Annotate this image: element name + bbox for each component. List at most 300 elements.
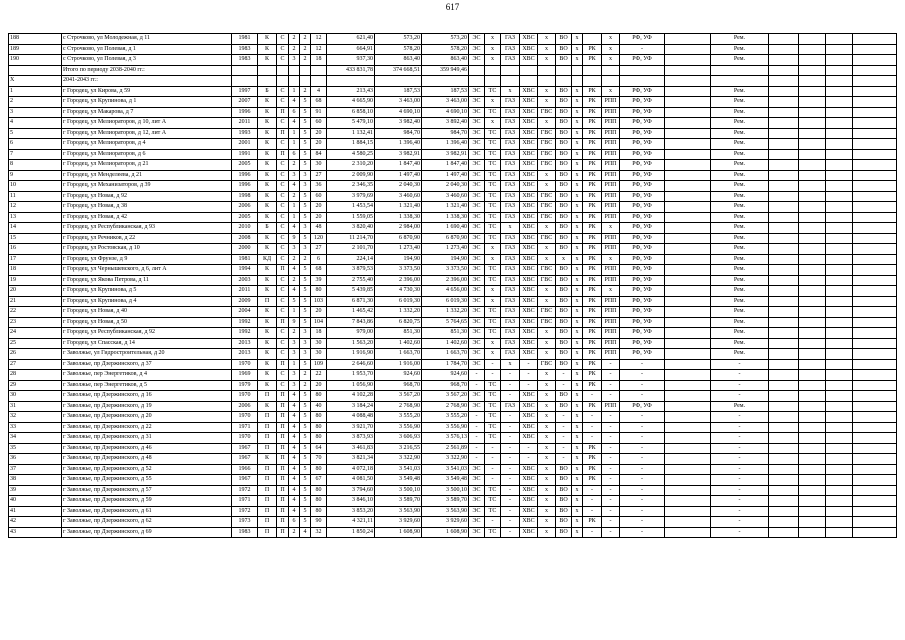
- table-cell: [769, 118, 799, 129]
- table-cell: [769, 359, 799, 370]
- table-cell: 863,40: [422, 55, 469, 66]
- table-cell: [602, 65, 620, 76]
- table-cell: 1967: [232, 443, 258, 454]
- table-cell: [826, 212, 853, 223]
- table-cell: П: [258, 464, 277, 475]
- table-cell: 3 541,03: [375, 464, 422, 475]
- table-cell: 27: [311, 244, 327, 255]
- table-cell: РК: [583, 223, 602, 234]
- table-cell: [799, 128, 826, 139]
- table-cell: 6 820,75: [375, 317, 422, 328]
- table-cell: х: [572, 485, 583, 496]
- table-cell: 4 730,30: [375, 286, 422, 297]
- table-cell: С: [277, 97, 289, 108]
- table-cell: 1 559,05: [327, 212, 375, 223]
- table-cell: [769, 433, 799, 444]
- table-cell: -: [556, 412, 572, 423]
- table-cell: ВО: [556, 391, 572, 402]
- table-cell: С: [277, 233, 289, 244]
- table-cell: К: [258, 380, 277, 391]
- table-cell: 33: [9, 422, 62, 433]
- table-cell: РФ, УФ: [620, 401, 665, 412]
- table-cell: 4 690,10: [375, 107, 422, 118]
- table-cell: [769, 422, 799, 433]
- table-cell: ЭС: [469, 86, 485, 97]
- table-cell: 2006: [232, 202, 258, 213]
- table-cell: 9: [289, 317, 300, 328]
- table-cell: РК: [583, 517, 602, 528]
- table-cell: -: [711, 391, 769, 402]
- table-cell: -: [711, 422, 769, 433]
- table-cell: РК: [583, 464, 602, 475]
- table-cell: с Строчково, ул Полевая, д 1: [62, 44, 232, 55]
- table-cell: [853, 97, 897, 108]
- table-cell: С: [277, 254, 289, 265]
- table-cell: ЭС: [469, 391, 485, 402]
- table-cell: ГВС: [538, 212, 556, 223]
- table-cell: 5: [300, 517, 311, 528]
- table-cell: ВО: [556, 328, 572, 339]
- table-cell: ЭС: [469, 275, 485, 286]
- table-cell: [769, 149, 799, 160]
- table-cell: 32: [311, 527, 327, 538]
- table-cell: ВО: [556, 97, 572, 108]
- table-cell: РПП: [602, 275, 620, 286]
- table-cell: ТС: [485, 181, 501, 192]
- table-cell: 41: [9, 506, 62, 517]
- table-row: [9, 317, 897, 328]
- table-cell: [769, 223, 799, 234]
- table-cell: КД: [258, 254, 277, 265]
- table-cell: ЭС: [469, 338, 485, 349]
- table-cell: П: [277, 475, 289, 486]
- table-cell: х: [485, 296, 501, 307]
- table-cell: [799, 107, 826, 118]
- table-cell: [799, 181, 826, 192]
- table-cell: х: [538, 443, 556, 454]
- table-cell: [853, 475, 897, 486]
- table-cell: 2 040,30: [375, 181, 422, 192]
- table-cell: ЭС: [469, 233, 485, 244]
- table-cell: 1 465,42: [327, 307, 375, 318]
- table-cell: [853, 34, 897, 45]
- table-cell: х: [572, 202, 583, 213]
- table-cell: П: [277, 412, 289, 423]
- table-cell: Рем.: [711, 181, 769, 192]
- table-cell: ХВС: [520, 223, 538, 234]
- table-cell: ХВС: [520, 475, 538, 486]
- table-cell: 621,40: [327, 34, 375, 45]
- table-row: [9, 328, 897, 339]
- table-cell: [769, 212, 799, 223]
- table-cell: 10: [9, 181, 62, 192]
- table-cell: -: [501, 433, 520, 444]
- table-cell: С: [277, 34, 289, 45]
- table-cell: [799, 380, 826, 391]
- table-cell: 984,70: [375, 128, 422, 139]
- table-cell: [826, 160, 853, 171]
- table-cell: К: [258, 244, 277, 255]
- table-cell: [769, 401, 799, 412]
- table-cell: [799, 212, 826, 223]
- table-cell: [853, 349, 897, 360]
- table-cell: ТС: [485, 317, 501, 328]
- table-cell: -: [602, 496, 620, 507]
- table-cell: ЭС: [469, 202, 485, 213]
- table-cell: [769, 139, 799, 150]
- table-cell: [572, 76, 583, 87]
- table-cell: С: [277, 244, 289, 255]
- table-cell: 90: [311, 517, 327, 528]
- table-cell: [826, 97, 853, 108]
- table-cell: 3 567,20: [422, 391, 469, 402]
- table-cell: [826, 391, 853, 402]
- table-row: [9, 349, 897, 360]
- table-row: [9, 275, 897, 286]
- table-cell: [769, 475, 799, 486]
- table-cell: [665, 149, 711, 160]
- table-cell: 43: [9, 527, 62, 538]
- table-cell: [665, 359, 711, 370]
- table-cell: РФ, УФ: [620, 181, 665, 192]
- table-cell: 2: [300, 44, 311, 55]
- table-cell: [853, 517, 897, 528]
- table-cell: 187,53: [375, 86, 422, 97]
- table-cell: П: [277, 128, 289, 139]
- table-cell: [799, 286, 826, 297]
- table-cell: 1: [289, 202, 300, 213]
- table-cell: -: [602, 433, 620, 444]
- table-cell: [853, 275, 897, 286]
- table-cell: ТС: [485, 496, 501, 507]
- table-cell: [665, 55, 711, 66]
- table-cell: П: [277, 454, 289, 465]
- table-cell: П: [277, 464, 289, 475]
- table-cell: ЭС: [469, 464, 485, 475]
- table-cell: ЭС: [469, 244, 485, 255]
- table-cell: 23: [9, 317, 62, 328]
- table-cell: 27: [311, 170, 327, 181]
- table-cell: -: [501, 517, 520, 528]
- page-number: 617: [445, 2, 460, 12]
- table-cell: -: [520, 380, 538, 391]
- table-cell: ХВС: [520, 506, 538, 517]
- table-cell: 433 831,78: [327, 65, 375, 76]
- table-cell: ХВС: [520, 422, 538, 433]
- table-cell: -: [602, 454, 620, 465]
- table-cell: РК: [583, 139, 602, 150]
- table-cell: [799, 475, 826, 486]
- table-cell: [799, 44, 826, 55]
- table-cell: 1 690,40: [422, 223, 469, 234]
- table-cell: 1 847,40: [422, 160, 469, 171]
- table-cell: ВО: [556, 359, 572, 370]
- table-cell: 2: [9, 97, 62, 108]
- table-cell: 39: [311, 275, 327, 286]
- table-cell: 3 322,90: [375, 454, 422, 465]
- table-cell: г Городец, ул Фрунзе, д 9: [62, 254, 232, 265]
- table-cell: -: [556, 443, 572, 454]
- table-cell: 4: [289, 118, 300, 129]
- table-cell: С: [277, 86, 289, 97]
- table-cell: [769, 517, 799, 528]
- table-cell: ВО: [556, 275, 572, 286]
- table-cell: К: [258, 359, 277, 370]
- table-cell: К: [258, 212, 277, 223]
- table-cell: РК: [583, 286, 602, 297]
- table-cell: [853, 254, 897, 265]
- table-cell: РФ, УФ: [620, 149, 665, 160]
- table-cell: г Заволжье, пр Дзержинского, д 57: [62, 485, 232, 496]
- table-cell: -: [501, 443, 520, 454]
- table-cell: -: [620, 485, 665, 496]
- table-cell: [665, 160, 711, 171]
- table-cell: ЭС: [469, 44, 485, 55]
- table-cell: -: [469, 380, 485, 391]
- table-cell: [572, 65, 583, 76]
- table-row: [9, 422, 897, 433]
- table-cell: ГАЗ: [501, 328, 520, 339]
- table-cell: П: [277, 527, 289, 538]
- table-cell: -: [485, 517, 501, 528]
- table-cell: 1 402,60: [422, 338, 469, 349]
- table-cell: 5: [300, 443, 311, 454]
- table-cell: х: [538, 223, 556, 234]
- table-cell: 359 949,46: [422, 65, 469, 76]
- table-cell: х: [538, 464, 556, 475]
- table-cell: 4: [289, 401, 300, 412]
- table-cell: РК: [583, 349, 602, 360]
- table-cell: [799, 517, 826, 528]
- table-cell: 5: [300, 233, 311, 244]
- table-cell: 91: [311, 107, 327, 118]
- table-cell: ГАЗ: [501, 202, 520, 213]
- table-cell: К: [258, 286, 277, 297]
- table-cell: 1 608,90: [375, 527, 422, 538]
- table-cell: 20: [311, 139, 327, 150]
- table-cell: 5: [300, 359, 311, 370]
- table-cell: 30: [311, 349, 327, 360]
- table-cell: [769, 254, 799, 265]
- table-cell: 3: [300, 328, 311, 339]
- table-cell: 4: [289, 97, 300, 108]
- table-cell: ВО: [556, 223, 572, 234]
- table-cell: 2 101,70: [327, 244, 375, 255]
- table-cell: х: [538, 506, 556, 517]
- table-cell: 5: [300, 433, 311, 444]
- table-cell: 6 019,30: [422, 296, 469, 307]
- table-cell: ГАЗ: [501, 296, 520, 307]
- table-cell: 1 402,60: [375, 338, 422, 349]
- table-cell: -: [620, 359, 665, 370]
- table-cell: г Городец, ул Спасская, д 14: [62, 338, 232, 349]
- table-cell: [826, 170, 853, 181]
- table-cell: [769, 506, 799, 517]
- table-cell: 12: [311, 44, 327, 55]
- table-cell: [853, 191, 897, 202]
- table-cell: 2 755,40: [327, 275, 375, 286]
- table-cell: ВО: [556, 338, 572, 349]
- table-cell: РФ, УФ: [620, 233, 665, 244]
- table-cell: 4: [289, 496, 300, 507]
- table-cell: 3 322,90: [422, 454, 469, 465]
- table-cell: ХВС: [520, 433, 538, 444]
- table-cell: РФ, УФ: [620, 244, 665, 255]
- table-cell: ХВС: [520, 181, 538, 192]
- table-cell: 578,20: [375, 44, 422, 55]
- table-cell: [826, 328, 853, 339]
- table-cell: К: [258, 139, 277, 150]
- table-cell: 15: [9, 233, 62, 244]
- table-cell: [665, 401, 711, 412]
- table-cell: [277, 76, 289, 87]
- table-cell: г Заволжье, пр Дзержинского, д 20: [62, 412, 232, 423]
- table-cell: ХВС: [520, 349, 538, 360]
- table-cell: ГАЗ: [501, 349, 520, 360]
- table-cell: ВО: [556, 296, 572, 307]
- table-cell: х: [572, 44, 583, 55]
- table-cell: П: [277, 265, 289, 276]
- table-cell: Рем.: [711, 349, 769, 360]
- table-cell: х: [485, 349, 501, 360]
- table-cell: [826, 118, 853, 129]
- table-cell: 103: [311, 296, 327, 307]
- table-cell: [769, 286, 799, 297]
- table-cell: Рем.: [711, 338, 769, 349]
- table-cell: х: [538, 391, 556, 402]
- table-cell: [311, 65, 327, 76]
- table-cell: К: [258, 265, 277, 276]
- table-cell: 1973: [232, 517, 258, 528]
- table-cell: х: [572, 275, 583, 286]
- table-cell: [826, 296, 853, 307]
- table-cell: 1 663,70: [422, 349, 469, 360]
- table-cell: 2: [300, 34, 311, 45]
- table-cell: П: [277, 517, 289, 528]
- table-cell: [665, 181, 711, 192]
- table-cell: х: [485, 244, 501, 255]
- table-cell: ХВС: [520, 34, 538, 45]
- table-cell: х: [572, 181, 583, 192]
- table-cell: х: [572, 160, 583, 171]
- table-cell: [826, 265, 853, 276]
- table-cell: [665, 34, 711, 45]
- table-cell: [853, 464, 897, 475]
- table-cell: [769, 496, 799, 507]
- table-cell: 1 497,40: [422, 170, 469, 181]
- table-cell: [853, 401, 897, 412]
- table-cell: х: [538, 97, 556, 108]
- table-cell: [769, 244, 799, 255]
- table-row: [9, 380, 897, 391]
- table-cell: [853, 307, 897, 318]
- table-cell: -: [620, 422, 665, 433]
- table-cell: 3 606,93: [375, 433, 422, 444]
- table-cell: РФ, УФ: [620, 307, 665, 318]
- table-cell: [583, 65, 602, 76]
- table-cell: РПП: [602, 128, 620, 139]
- table-row: [9, 286, 897, 297]
- table-cell: -: [602, 506, 620, 517]
- table-cell: РФ, УФ: [620, 107, 665, 118]
- table-cell: -: [556, 380, 572, 391]
- table-cell: ГАЗ: [501, 97, 520, 108]
- table-cell: 25: [9, 338, 62, 349]
- table-cell: [853, 412, 897, 423]
- table-cell: [799, 55, 826, 66]
- table-cell: П: [277, 422, 289, 433]
- table-cell: [826, 517, 853, 528]
- table-cell: -: [485, 443, 501, 454]
- table-cell: [826, 475, 853, 486]
- table-cell: [853, 107, 897, 118]
- table-cell: -: [602, 464, 620, 475]
- table-cell: [826, 107, 853, 118]
- table-cell: 5: [300, 149, 311, 160]
- table-row: [9, 254, 897, 265]
- table-cell: К: [258, 118, 277, 129]
- table-cell: х: [602, 44, 620, 55]
- table-cell: -: [620, 44, 665, 55]
- table-cell: [665, 380, 711, 391]
- table-cell: х: [538, 475, 556, 486]
- table-cell: г Городец, ул Макарова, д 7: [62, 107, 232, 118]
- table-cell: х: [538, 401, 556, 412]
- table-cell: 20: [9, 286, 62, 297]
- table-cell: 84: [311, 149, 327, 160]
- table-row: [9, 527, 897, 538]
- table-cell: [769, 527, 799, 538]
- table-cell: -: [620, 506, 665, 517]
- table-cell: х: [572, 401, 583, 412]
- table-cell: РК: [583, 307, 602, 318]
- table-cell: С: [277, 370, 289, 381]
- table-cell: С: [277, 338, 289, 349]
- table-cell: С: [277, 328, 289, 339]
- table-cell: РФ, УФ: [620, 128, 665, 139]
- table-row: [9, 517, 897, 528]
- table-cell: [799, 359, 826, 370]
- table-cell: -: [469, 443, 485, 454]
- table-cell: 2: [300, 254, 311, 265]
- table-cell: 863,40: [375, 55, 422, 66]
- table-cell: 22: [9, 307, 62, 318]
- table-cell: ВО: [556, 118, 572, 129]
- table-cell: 1971: [232, 422, 258, 433]
- table-cell: х: [538, 422, 556, 433]
- table-cell: [826, 244, 853, 255]
- table-cell: [853, 359, 897, 370]
- table-cell: [711, 76, 769, 87]
- table-cell: 968,70: [375, 380, 422, 391]
- table-cell: [799, 328, 826, 339]
- table-cell: 5: [300, 412, 311, 423]
- table-cell: -: [620, 527, 665, 538]
- table-cell: [799, 191, 826, 202]
- table-cell: 1 332,20: [375, 307, 422, 318]
- table-cell: 2: [300, 55, 311, 66]
- table-cell: 374 668,51: [375, 65, 422, 76]
- table-cell: ВО: [556, 34, 572, 45]
- table-cell: 2 768,90: [422, 401, 469, 412]
- table-cell: 18: [311, 55, 327, 66]
- table-cell: [826, 233, 853, 244]
- table-cell: ХВС: [520, 391, 538, 402]
- table-cell: -: [501, 464, 520, 475]
- table-cell: ТС: [485, 149, 501, 160]
- table-cell: [520, 65, 538, 76]
- table-cell: К: [258, 191, 277, 202]
